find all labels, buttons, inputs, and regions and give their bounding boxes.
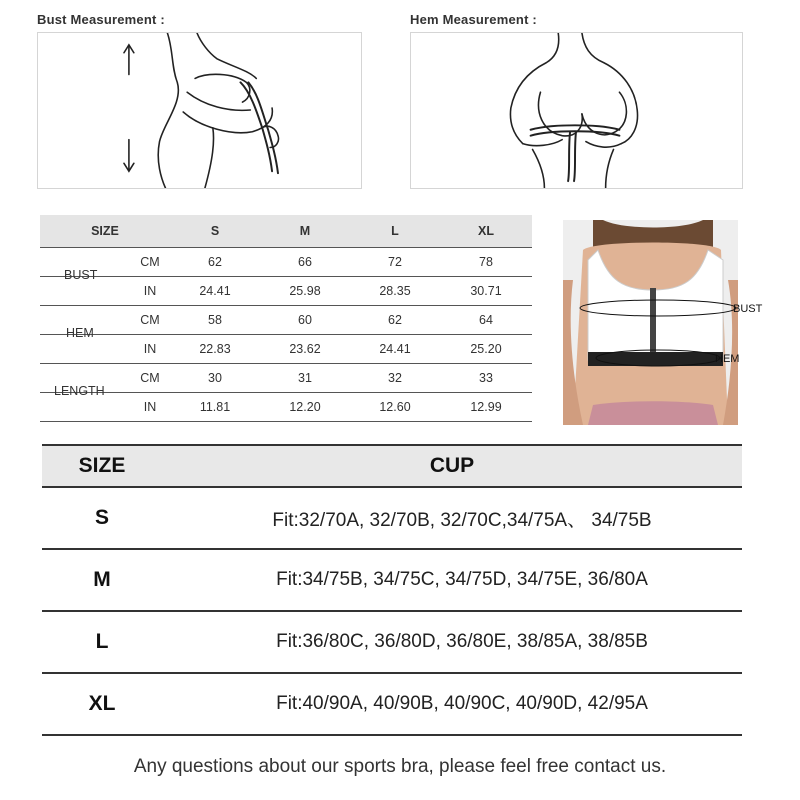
measurement-table-header <box>40 215 532 247</box>
header-l: L <box>350 215 440 247</box>
row-unit <box>40 305 170 340</box>
unit-label: CM <box>140 254 160 269</box>
table-cell: 11.81 <box>170 392 260 421</box>
unit-label: IN <box>143 341 157 356</box>
bust-measurement-caption: Bust Measurement : <box>37 12 165 27</box>
table-row <box>42 549 742 611</box>
cup-size: S <box>42 487 162 549</box>
table-row <box>40 392 532 421</box>
table-cell: 24.41 <box>170 276 260 305</box>
table-row <box>40 363 532 392</box>
table-cell: 58 <box>170 305 260 334</box>
bust-sketch-icon <box>38 33 361 188</box>
table-cell: 62 <box>170 247 260 276</box>
table-cell: 66 <box>260 247 350 276</box>
table-cell: 24.41 <box>350 334 440 363</box>
cup-fit: Fit:34/75B, 34/75C, 34/75D, 34/75E, 36/80A <box>162 549 742 611</box>
hem-measurement-caption: Hem Measurement : <box>410 12 537 27</box>
row-unit <box>40 247 170 282</box>
cup-header-size: SIZE <box>42 445 162 487</box>
header-size: SIZE <box>40 215 170 247</box>
table-cell: 30 <box>170 363 260 392</box>
photo-bust-label: BUST <box>733 303 763 315</box>
table-cell: 25.98 <box>260 276 350 305</box>
cup-fit: Fit:32/70A, 32/70B, 32/70C,34/75A、 34/75B <box>162 487 742 549</box>
header-s: S <box>170 215 260 247</box>
product-photo <box>563 220 738 425</box>
unit-label: IN <box>143 283 157 298</box>
cup-fit: Fit:36/80C, 36/80D, 36/80E, 38/85A, 38/85B <box>162 611 742 673</box>
unit-label: IN <box>143 399 157 414</box>
table-cell: 32 <box>350 363 440 392</box>
row-group-label: BUST <box>64 267 98 282</box>
table-cell: 31 <box>260 363 350 392</box>
cup-size: L <box>42 611 162 673</box>
row-unit <box>40 363 170 398</box>
table-cell: 12.60 <box>350 392 440 421</box>
unit-label: CM <box>140 312 160 327</box>
table-cell: 25.20 <box>440 334 532 363</box>
cup-size: M <box>42 549 162 611</box>
row-group-label: LENGTH <box>54 383 105 398</box>
row-unit <box>40 334 170 363</box>
table-cell: 30.71 <box>440 276 532 305</box>
table-row <box>40 305 532 334</box>
cup-header-cup: CUP <box>162 445 742 487</box>
table-cell: 23.62 <box>260 334 350 363</box>
table-cell: 60 <box>260 305 350 334</box>
cup-fit: Fit:40/90A, 40/90B, 40/90C, 40/90D, 42/95A <box>162 673 742 735</box>
row-unit <box>40 276 170 305</box>
table-cell: 28.35 <box>350 276 440 305</box>
header-xl: XL <box>440 215 532 247</box>
table-row <box>40 334 532 363</box>
table-cell: 12.20 <box>260 392 350 421</box>
hem-measurement-illustration <box>410 32 743 189</box>
bust-measurement-illustration <box>37 32 362 189</box>
measurement-table <box>40 215 532 422</box>
table-cell: 12.99 <box>440 392 532 421</box>
table-cell: 72 <box>350 247 440 276</box>
table-cell: 64 <box>440 305 532 334</box>
cup-size: XL <box>42 673 162 735</box>
table-cell: 78 <box>440 247 532 276</box>
header-m: M <box>260 215 350 247</box>
table-row <box>42 487 742 549</box>
footer-note: Any questions about our sports bra, please feel free contact us. <box>133 756 667 777</box>
table-row <box>42 611 742 673</box>
table-cell: 33 <box>440 363 532 392</box>
cup-table-header <box>42 445 742 487</box>
table-row <box>40 247 532 276</box>
table-cell: 22.83 <box>170 334 260 363</box>
sports-bra-model-icon <box>563 220 738 425</box>
table-row <box>42 673 742 735</box>
photo-hem-label: HEM <box>715 353 740 365</box>
cup-table <box>42 444 742 736</box>
table-row <box>40 276 532 305</box>
unit-label: CM <box>140 370 160 385</box>
hem-sketch-icon <box>411 33 742 188</box>
table-cell: 62 <box>350 305 440 334</box>
row-group-label: HEM <box>66 325 94 340</box>
